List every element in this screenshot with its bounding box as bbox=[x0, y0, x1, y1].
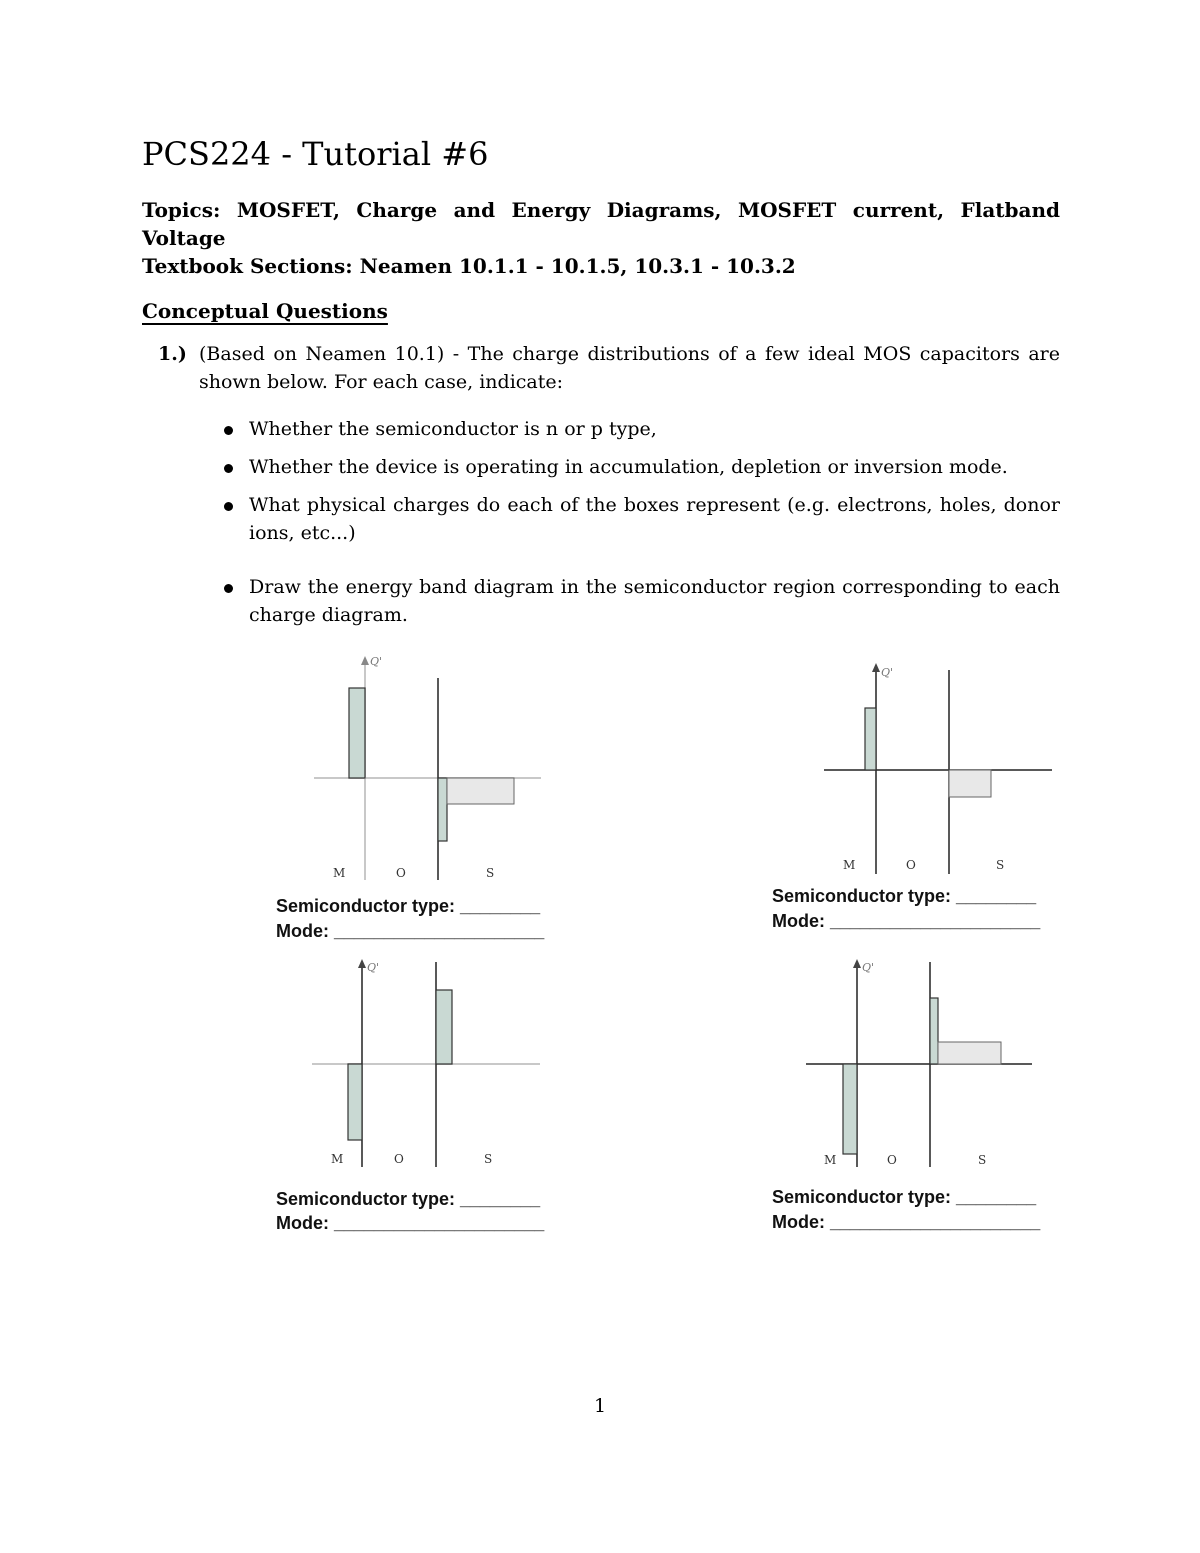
axis-arrow-icon bbox=[872, 663, 880, 672]
charge-box bbox=[349, 688, 365, 778]
topics-line: Topics: MOSFET, Charge and Energy Diagrams, MOSFET current, Flatband Voltage bbox=[142, 198, 1060, 250]
charge-box bbox=[865, 708, 876, 770]
bullet-text: Draw the energy band diagram in the semiconductor region corresponding to each charge diagram. bbox=[249, 576, 1060, 626]
semiconductor-type-blank: Semiconductor type: ________ bbox=[276, 896, 541, 916]
bullet-text: Whether the device is operating in accumulation, depletion or inversion mode. bbox=[249, 456, 1008, 478]
axis-label: Q' bbox=[367, 961, 380, 974]
mode-blank: Mode: _____________________ bbox=[276, 921, 545, 941]
question-number: 1.) bbox=[158, 343, 187, 365]
mode-blank: Mode: _____________________ bbox=[772, 1212, 1041, 1232]
semiconductor-type-blank: Semiconductor type: ________ bbox=[772, 1187, 1037, 1207]
axis-label: Q' bbox=[881, 666, 894, 679]
charge-diagram-b bbox=[772, 663, 1052, 931]
charge-box bbox=[949, 770, 991, 797]
region-label-s: S bbox=[978, 1153, 987, 1167]
semiconductor-type-blank: Semiconductor type: ________ bbox=[772, 886, 1037, 906]
page-title: PCS224 - Tutorial #6 bbox=[142, 135, 489, 173]
region-label-s: S bbox=[484, 1152, 493, 1166]
axis-arrow-icon bbox=[358, 959, 366, 968]
charge-box bbox=[436, 990, 452, 1064]
region-label-s: S bbox=[486, 866, 495, 880]
charge-diagram-a bbox=[276, 655, 545, 941]
semiconductor-type-blank: Semiconductor type: ________ bbox=[276, 1189, 541, 1209]
region-label-s: S bbox=[996, 858, 1005, 872]
charge-box bbox=[348, 1064, 362, 1140]
bullet-text: Whether the semiconductor is n or p type, bbox=[249, 418, 657, 440]
page-number: 1 bbox=[593, 1395, 607, 1417]
region-label-o: O bbox=[394, 1152, 404, 1166]
region-label-m: M bbox=[331, 1152, 344, 1166]
mode-blank: Mode: _____________________ bbox=[276, 1213, 545, 1233]
charge-diagram-d bbox=[772, 959, 1041, 1232]
axis-label: Q' bbox=[862, 961, 875, 974]
axis-arrow-icon bbox=[853, 959, 861, 968]
region-label-o: O bbox=[396, 866, 406, 880]
bullet-text: What physical charges do each of the boxes represent (e.g. electrons, holes, donor ions, etc...) bbox=[249, 494, 1060, 544]
charge-diagram-c bbox=[276, 959, 545, 1233]
region-label-o: O bbox=[887, 1153, 897, 1167]
mode-blank: Mode: _____________________ bbox=[772, 911, 1041, 931]
region-label-m: M bbox=[333, 866, 346, 880]
axis-arrow-icon bbox=[361, 656, 369, 665]
question-text: (Based on Neamen 10.1) - The charge distributions of a few ideal MOS capacitors are shown below. For each case, indicate: bbox=[199, 343, 1060, 393]
charge-box bbox=[930, 998, 938, 1064]
region-label-m: M bbox=[843, 858, 856, 872]
charge-box bbox=[447, 778, 514, 804]
region-label-m: M bbox=[824, 1153, 837, 1167]
charge-box bbox=[438, 778, 447, 841]
textbook-sections: Textbook Sections: Neamen 10.1.1 - 10.1.5, 10.3.1 - 10.3.2 bbox=[142, 254, 796, 278]
region-label-o: O bbox=[906, 858, 916, 872]
charge-box bbox=[938, 1042, 1001, 1064]
axis-label: Q' bbox=[370, 655, 383, 668]
section-heading: Conceptual Questions bbox=[142, 299, 388, 323]
charge-box bbox=[843, 1064, 857, 1154]
